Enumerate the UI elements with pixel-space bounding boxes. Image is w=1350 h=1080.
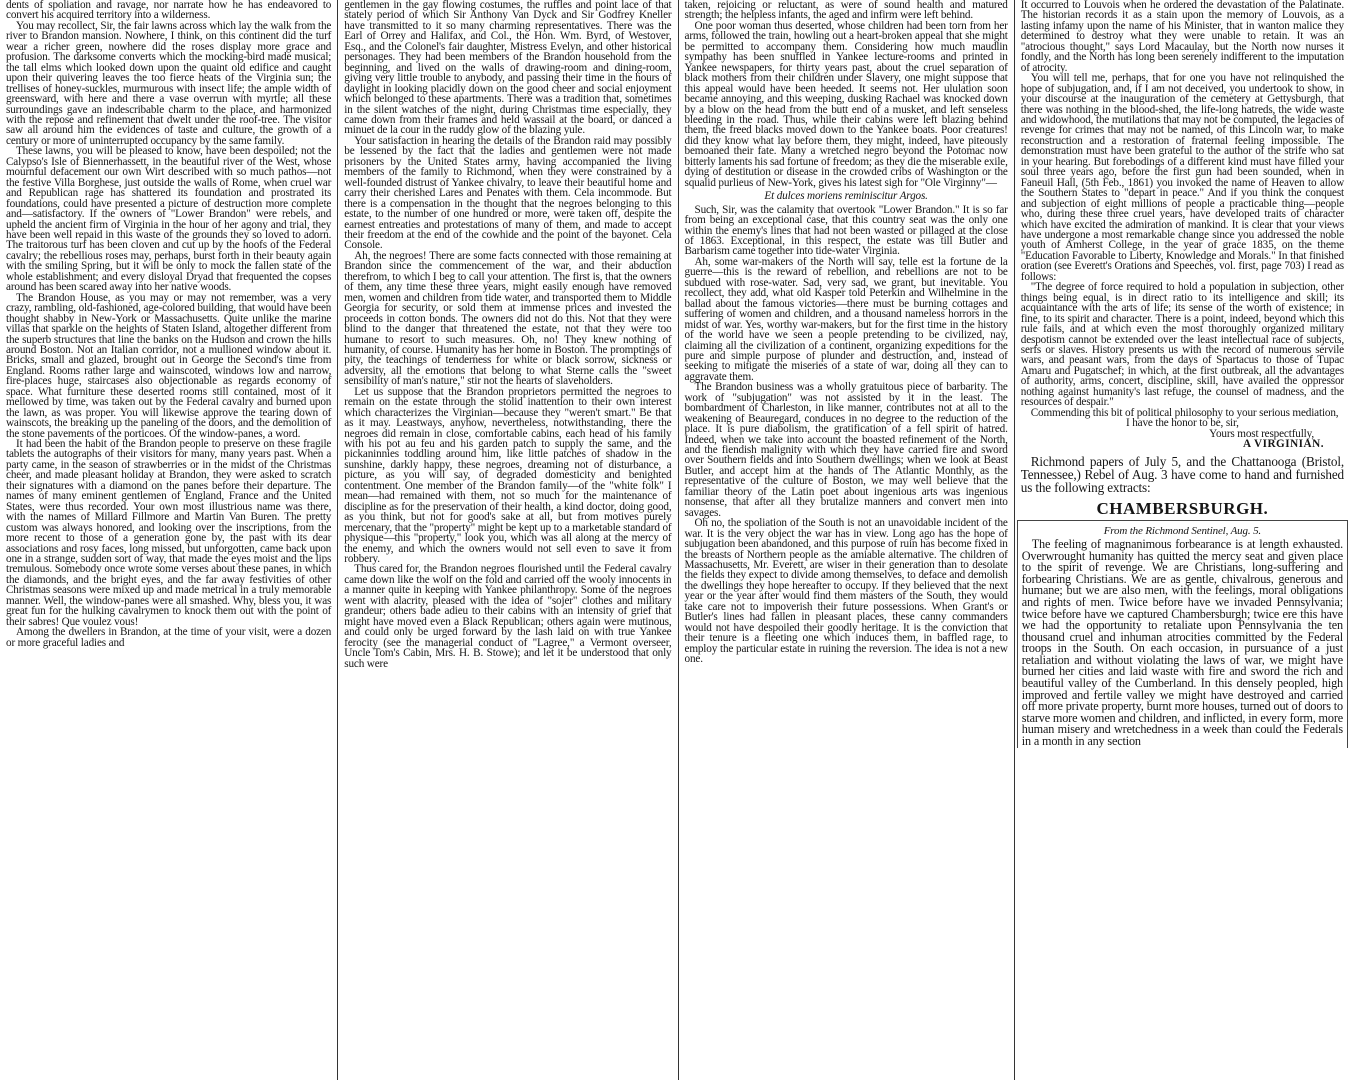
paragraph: Thus cared for, the Brandon negroes flourished until the Federal cavalry came down like the wolf on the fold and carried off the wooly innocents in a manner quite in keeping with Yankee philanthropy. Some of the negroes went with alacrity, pleased with the idea of "sojer" clothes and military grandeur; others bade adieu to their cabins with an intensity of grief that might have moved even a Black Republican; others again were mutinous, and could only be urged forward by the lash laid on with true Yankee ferocity (see the managerial conduct of "Lagree," a Vermont overseer, Uncle Tom's Cabin, Mrs. H. B. Stowe); and let it be understood that only such were bbox=[344, 563, 672, 670]
paragraph: Such, Sir, was the calamity that overtook "Lower Brandon." It is so far from being an exceptional case, that this country seat was the only one within the enemy's lines that had not been wasted or pillaged at the close of 1863. Exceptional, in this respect, the estate was till Butler and Barbarism came together into tide-water Virginia. bbox=[684, 203, 1008, 258]
paragraph: It had been the habit of the Brandon people to preserve on these fragile tablets the autographs of their visitors for many, many years past. When a party came, in the season of strawberries or in the midst of the Christmas cheer, and made pleasant holiday at Brandon, they were asked to scratch their signatures with a diamond on the panes before their departure. The names of many eminent gentlemen of England, France and the United States, were thus recorded. Your own most illustrious name was there, with the names of Millard Fillmore and Martin Van Buren. The pretty custom was always honored, and looking over the inscriptions, from the more recent to those of a generation gone by, the past with its dear associations and rosy faces, long missed, but unforgotten, came back upon one in a strange, sudden sort of way, that made the eyes moist and the lips tremulous. Somebody once wrote some verses about these panes, in which the diamonds, and the bright eyes, and the far away festivities of other Christmas seasons were mixed up and made metrical in a truly memorable manner. Well, the window-panes were all smashed. Why, bless you, it was great fun for the hulking cavalrymen to knock them out with the point of their sabres! Que voulez vous! bbox=[6, 438, 332, 628]
paragraph: One poor woman thus deserted, whose children had been torn from her arms, followed the train, howling out a heart-broken appeal that she might be permitted to accompany them. Considering how much maudlin sympathy has been snuffled in Yankee lecture-rooms and printed in Yankee newspapers, for thirty years past, about the cruel separation of black mothers from their children under Slavery, one might suppose that this appeal would have been heeded. It seems not. Her ululation soon became annoying, and this weeping, dusking Rachael was knocked down by a blow on the head from the butt end of a musket, and left senseless bleeding in the road. Thus, while their cabins were left blazing behind them, the freed blacks moved down to the Yankee boats. Poor creatures! did they know what lay before them, they might, indeed, have piteously bemoaned their fate. Many a wretched negro beyond the Potomac now bitterly laments his sad fortune of freedom; as they die the miserable exile, dying of destitution or disease in the crowded cribs of Washington or the squalid purlieus of New-York, gives his latest sigh for "Ole Virginny"— bbox=[684, 19, 1008, 189]
paragraph: The Brandon business was a wholly gratuitous piece of barbarity. The work of "subjugation" was not assisted by it in the least. The bombardment of Charleston, in like manner, contributes not at all to the weakening of Beauregard, conduces in no degree to the reduction of the place. It is pure diabolism, the gratification of a fell spirit of hatred. Indeed, when we take into account the boasted refinement of the North, and the fiendish malignity with which they have carried fire and sword over Southern fields and into Southern dwellings; when we look at Beast Butler, and accept him at the hands of The Atlantic Monthly, as the representative of the culture of Boston, we may well believe that the familiar theory of the Latin poet about ingenious arts was ingenious nonsense, that after all they brutalize manners and convert men into savages. bbox=[684, 381, 1008, 519]
signoff-yours: Yours most respectfully, bbox=[1209, 427, 1314, 440]
paragraph: These lawns, you will be pleased to know, have been despoiled; not the Calypso's Isle of Biennerhassett, in the beautiful river of the West, whose mournful defacement our own Wirt described with so much pathos—not the festive Villa Borghese, just outside the walls of Rome, when cruel war and Republican rage has shattered its foundation and prostrated its foundations, could have presented a picture of destruction more complete and—satisfactory. If the owners of "Lower Brandon" were rebels, and upheld the ancient firm of Virginia in the hour of her agony and trial, they have been well repaid in this waste of the grounds they so loved to adorn. The traitorous turf has been cloven and cut up by the hoofs of the Federal cavalry; the rebellious roses may, perhaps, burst forth in their beauty again with the smiling Spring, but it will be only to mock the fallen state of the whole establishment; and every disloyal Dryad that frequented the copses around has been scared away into her native woods. bbox=[6, 145, 332, 294]
paragraph: Ah, some war-makers of the North will say, telle est la fortune de la guerre—this is the reward of rebellion, and rebellions are not to be subdued with rose-water. Sad, very sad, we grant, but inevitable. You recollect, they add, what old Kasper told Peterkin and Wilhelmine in the ballad about the famous victories—there must be burning cottages and suffering of women and children, and a thousand nameless horrors in the midst of war. Yes, worthy war-makers, but for the first time in the history of the world have we seen a people pretending to be civilized, nay, claiming all the civilization of a continent, organizing expeditions for the pure and simple purpose of plunder and destruction, and, instead of seeking to mitigate the miseries of a state of war, doing all they can to aggravate them. bbox=[684, 255, 1008, 383]
column-3 bbox=[679, 0, 1014, 1080]
latin-quotation: Et dulces moriens reminiscitur Argos. bbox=[764, 190, 928, 203]
column-1 bbox=[0, 0, 337, 1080]
paragraph: It occurred to Louvois when he ordered the devastation of the Palatinate. The historian records it as a stain upon the memory of Louvois, as a lasting infamy upon the name of his Minister, that in wanton malice they determined to destroy what they were unable to retain. It was an "atrocious thought," says Lord Macaulay, but the North now nurses it fondly, and the North has long been serenely indifferent to the imputation of atrocity. bbox=[1020, 0, 1344, 74]
paragraph: Oh no, the spoliation of the South is not an unavoidable incident of the war. It is the very object the war has in view. Long ago has the hope of subjugation been abandoned, and this purpose of ruin has become fixed in the breasts of Northern people as the amiable alternative. The children of Massachusetts, Mr. Everett, are wiser in their generation than to desolate the fields they expect to divide among themselves, to deface and demolish the dwellings they hope hereafter to occupy. If they believed that the next year or the year after would find them masters of the South, they would take care not to impoverish their future possessions. When Grant's or Butler's lines had fallen in pleasant places, these canny commanders would not have despoiled their goodly heritage. It is the conviction that their tenure is a fleeting one which induces them, in baffled rage, to employ the particular estate in ruining the reversion. The idea is not a new one. bbox=[684, 517, 1008, 666]
paragraph: You may recollect, Sir, the fair lawns across which lay the walk from the river to Brandon mansion. Nowhere, I think, on this continent did the turf wear a richer green, nowhere did the roses display more grace and profusion. The darksome converts which the mocking-bird made musical; the tall elms which looked down upon the quaint old edifice and caught upon their quivering leaves the too fierce heats of the Virginia sun; the trellises of honey-suckles, murmurous with insect life; the ample width of greensward, with here and there a vase overrun with myrtle; all these surroundings gave an indescribable charm to the place, and harmonized with the repose and refinement that dwelt under the roof-tree. The visitor saw all around him the evidences of taste and culture, the growth of a century or more of uninterrupted occupancy by the same family. bbox=[6, 19, 332, 147]
column-4 bbox=[1015, 0, 1350, 1080]
section-heading: CHAMBERSBURGH. bbox=[1096, 499, 1269, 519]
paragraph: The Brandon House, as you may or may not remember, was a very crazy, rambling, old-fashioned, age-colored building, that would have been thought shabby in New-York or Massachusetts. Quite unlike the marine villas that sparkle on the heights of Staten Island, altogether different from the superb structures that line the banks on the Hudson and crown the hills around Boston. Not an Italian corridor, not a mullioned window about it. Bricks, small and glazed, brought out in George the Second's time from England. Rooms rather large and wainscoted, windows low and narrow, fire-places huge, staircases also objectionable as regards economy of space. What furniture these deserted rooms still contained, most of it mellowed by time, was taken out by the Federal cavalry and burned upon the lawn, as was proper. You will likewise approve the tearing down of wainscots, the breaking up the paneling of the doors, and the demolition of the stone pavements of the porticoes. Of the window-panes, a word. bbox=[6, 291, 332, 440]
paragraph: Let us suppose that the Brandon proprietors permitted the negroes to remain on the estate through the stolid inattention to their own interest which characterizes the Virginian—because they "weren't smart." Be that as it may. Leastways, anyhow, nevertheless, notwithstanding, there the negroes did remain in close, comfortable cabins, each head of his family with his pot au feu and his garden patch to supply the same, and the pickaninnies toddling around him, like little patches of shadow in the sunshine, darkly happy, these negroes, dreaming not of disturbance, a picture, as you will say, of degraded domesticity and benighted contentment. One member of the Brandon family—of the "white folk" I mean—had remained with them, not so much for the maintenance of discipline as for the preservation of their health, a kind doctor, doing good, as you think, but not for good's sake at all, but from motives purely mercenary, that the "property" might be kept up to a marketable standard of physique—this "property," look you, which was all along at the mercy of the enemy, and which the owners would not sell even to save it from robbery. bbox=[344, 385, 672, 566]
paragraph: Ah, the negroes! There are some facts connected with those remaining at Brandon since the commencement of the war, and their abduction therefrom, to which I beg to call your attention. The first is, that the owners of them, any time these three years, might easily enough have removed men, women and children from tide water, and transported them to Middle Georgia for security, or sold them at immense prices and invested the proceeds in cotton bonds. The owners did not do this. Not that they were blind to the danger that threatened the estate, not that they were too humane to resort to such measures. Oh, no! They knew nothing of humanity, of course. Humanity has her home in Boston. The promptings of pity, the teachings of tenderness for white or black sorrow, sickness or adversity, all the emotions that belong to what Sterne calls the "sweet sensibility of man's nature," stir not the hearts of slaveholders. bbox=[344, 249, 672, 388]
paragraph: gentlemen in the gay flowing costumes, the ruffles and point lace of that stately period of which Sir Anthony Van Dyck and Sir Godfrey Kneller have transmitted to it so many charming representatives. There was the Earl of Orrey and Halifax, and Col., the Hon. Wm. Byrd, of Westover, Esq., and the Colonel's fair daughter, Mistress Evelyn, and other historical personages. They had been members of the Brandon household from the beginning, and lived on the walls of drawing-room and dining-room, giving very little trouble to anybody, and passing their time in the hours of daylight in looking placidly down on the good cheer and social enjoyment which belonged to these apartments. There was a tradition that, sometimes in the silent watches of the night, during Christmas time especially, they came down from their frames and held wassail at the board, or danced a minuet de la cour in the ruddy glow of the blazing yule. bbox=[344, 0, 672, 137]
paragraph: dents of spoliation and ravage, nor narrate how he has endeavored to convert his acquired territory into a wilderness. bbox=[6, 0, 332, 22]
quoted-paragraph: "The degree of force required to hold a population in subjection, other things being equal, is in direct ratio to its intelligence and skill; its acquaintance with the arts of life; its sense of the worth of existence; in fine, to its spirit and character. There is a point, indeed, beyond which this rule fails, and at which even the most thoroughly organized military despotism cannot be extended over the least intellectual race of subjects, serfs or slaves. History presents us with the record of numerous servile wars, and peasant wars, from the days of Spartacus to those of Tupac Amaru and Pugatschef; in which, at the first outbreak, all the advantages of authority, arms, concert, discipline, skill, have availed the oppressor nothing against humanity's last refuge, the counsel of madness, and the resources of despair." bbox=[1020, 281, 1344, 409]
paragraph: taken, rejoicing or reluctant, as were of sound health and matured strength; the helpless infants, the aged and infirm were left behind. bbox=[684, 0, 1008, 22]
signature: A VIRGINIAN. bbox=[1242, 438, 1324, 451]
extract-box bbox=[1017, 520, 1348, 747]
paragraph: Among the dwellers in Brandon, at the time of your visit, were a dozen or more graceful ladies and bbox=[6, 626, 332, 649]
paragraph: Commending this bit of political philosophy to your serious mediation, bbox=[1030, 406, 1339, 419]
paragraph: Your satisfaction in hearing the details of the Brandon raid may possibly be lessened by the fact that the ladies and gentlemen were not made prisoners by the United States army, having accompanied the living members of the family to Richmond, when they were constrained by a well-founded distrust of Yankee chivalry, to leave their beautiful home and carry their cherished Lares and Penates with them. Cela incommode. But there is a compensation in the thought that the negroes belonging to this estate, to the number of one hundred or more, were taken off, despite the earnest entreaties and protestations of many of them, and made to accept their freedom at the end of the cowhide and the point of the bayonet. Cela Console. bbox=[344, 134, 672, 252]
extract-source: From the Richmond Sentinel, Aug. 5. bbox=[1103, 525, 1262, 538]
signoff-honor: I have the honor to be, sir, bbox=[1125, 417, 1239, 430]
extract-body: The feeling of magnanimous forbearance is at length exhausted. Overwrought humanity has quitted the mercy seat and given place to the spirit of revenge. We are Christians, long-suffering and forbearing Christians. We are as gentle, chivalrous, generous and humane; but we are also men, with the feelings, moral obligations and rights of men. Twice before have we invaded Pennsylvania; twice before have we captured Chambersburgh; twice ere this have we had the opportunity to retaliate upon Pennsylvania the ten thousand cruel and inhuman atrocities committed by the Federal troops in the South. On each occasion, in pursuance of a just retaliation and without violating the laws of war, we might have burned her cities and laid waste with fire and sword the rich and beautiful valley of the Cumberland. In this densely peopled, high improved and fertile valley we might have destroyed and carried off more private property, burnt more houses, turned out of doors to starve more women and children, and inflicted, in every form, more human misery and wretchedness in a week than could the Federals in a month in any section bbox=[1021, 536, 1343, 749]
extracts-intro: Richmond papers of July 5, and the Chattanooga (Bristol, Tennessee,) Rebel of Aug. 3 have come to hand and furnished us the following extracts: bbox=[1020, 454, 1344, 496]
paragraph: You will tell me, perhaps, that for one you have not relinquished the hope of subjugation, and, if I am not deceived, you undertook to show, in your discourse at the inauguration of the cemetery at Gettysburgh, that there was nothing in the blood-shed, the life-long hatreds, the wide waste and widowhood, the mutilations that may not be computed, the legacies of revenge for crimes that may not be named, of this Lincoln war, to make reconstruction and a restoration of fraternal feeling impossible. The demonstration must have been grateful to the author of the strife who sat in your hearing. But forebodings of a different kind must have filled your soul three years ago, before the first gun had been sounded, when in Faneuil Hall, (5th Feb., 1861) you invoked the name of Heaven to allow the Southern States to "depart in peace." And if you think the conquest and subjection of eight millions of people a practicable thing—people who, during these three cruel years, have developed traits of character which have excited the admiration of mankind. It is clear that your views have undergone a most remarkable change since you addressed the noble youth of Amherst College, in the year of grace 1835, on the theme "Education Favorable to Liberty, Knowledge and Morals." In that finished oration (see Everett's Orations and Speeches, vol. first, page 703) I read as follows: bbox=[1020, 72, 1344, 283]
column-2 bbox=[338, 0, 677, 1080]
